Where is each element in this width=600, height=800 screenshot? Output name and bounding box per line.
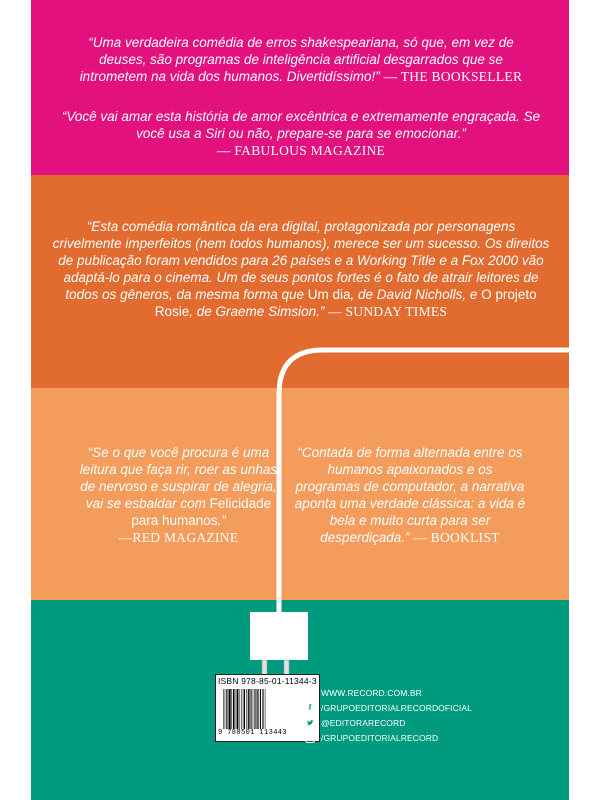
quote-source: — BOOKLIST <box>409 530 500 545</box>
facebook-icon: f <box>305 703 315 713</box>
quote-text: “Esta comédia romântica da era digital, protagonizada por personagens crivelmente imperfeitos (nem todos humanos), merece ser um sucesso. Os direitos de publicação foram vendidos para 26 países e a Working Title e a Fox 2000 vão adaptá-lo para o cinema. Um de seus pontos fortes é o fato de atrair leitores de todos os gêneros, da mesma forma que <box>52 219 550 302</box>
link-website[interactable] <box>305 686 472 700</box>
instagram-icon <box>305 733 315 743</box>
book-title: O projeto Rosie <box>154 287 537 319</box>
quote-text: .” <box>217 513 226 528</box>
isbn-label: ISBN 978-85-01-11344-3 <box>218 676 317 686</box>
quote-source: —RED MAGAZINE <box>118 530 239 545</box>
book-back-cover <box>31 0 569 800</box>
quote-bookseller <box>71 34 531 85</box>
quote-text: “Uma verdadeira comédia de erros shakespeariana, só que, em vez de deuses, são programas de inteligência artificial desgarrados que se intrometem na vida dos humanos. Divertidíssimo!” <box>79 35 514 84</box>
quote-text: , de Graeme Simsion.” <box>189 304 325 319</box>
book-title: Um dia <box>307 287 351 302</box>
link-text: /GRUPOEDITORIALRECORD <box>321 733 439 743</box>
globe-icon <box>305 688 315 698</box>
quote-text: “Você vai amar esta história de amor excêntrica e extremamente engraçada. Se você usa a Siri ou não, prepare-se para se emocionar.” <box>61 109 541 141</box>
twitter-icon <box>305 718 315 728</box>
quote-text: “Se o que você procura é uma leitura que faça rir, roer as unhas de nervoso e suspirar de alegria, vai se esbaldar com <box>79 445 278 511</box>
quote-fabulous-magazine <box>51 108 551 159</box>
quote-text: “Contada de forma alternada entre os humanos apaixonados e os programas de computador, a narrativa aponta uma verdade clássica: a vida é bela e muito curta para ser desperdiçada.” <box>294 445 526 545</box>
link-facebook[interactable] <box>305 701 472 715</box>
quote-sunday-times <box>51 218 551 320</box>
publisher-links <box>305 686 472 746</box>
barcode-bars <box>222 689 312 729</box>
book-title: Felicidade para humanos <box>131 496 272 528</box>
link-instagram[interactable] <box>305 731 472 745</box>
barcode-digits: 9 788501 113443 <box>218 729 288 737</box>
quote-source: — THE BOOKSELLER <box>379 69 523 84</box>
link-text: WWW.RECORD.COM.BR <box>321 688 422 698</box>
link-text: @EDITORARECORD <box>321 718 406 728</box>
link-text: /GRUPOEDITORIALRECORDOFICIAL <box>321 703 472 713</box>
link-twitter[interactable] <box>305 716 472 730</box>
plug-body <box>250 612 308 660</box>
quote-booklist <box>294 444 526 546</box>
quote-red-magazine <box>71 444 286 546</box>
quote-source: — SUNDAY TIMES <box>324 304 448 319</box>
quote-source: — FABULOUS MAGAZINE <box>216 143 386 158</box>
quote-text: , de David Nicholls, e <box>350 287 482 302</box>
